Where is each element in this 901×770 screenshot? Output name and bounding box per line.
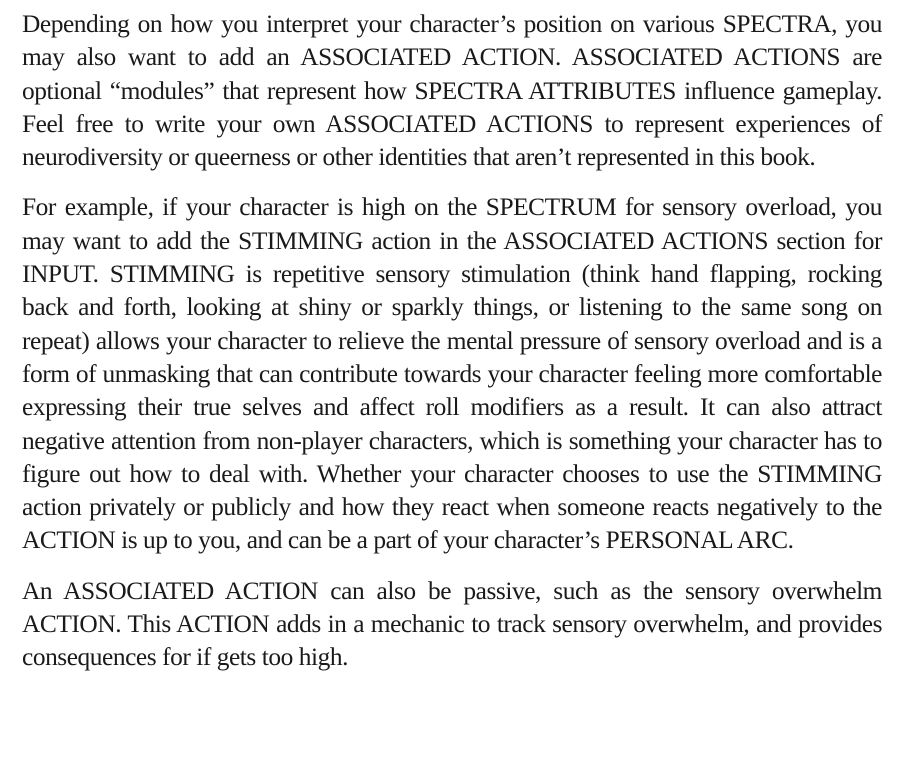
paragraph-stimming-example: For example, if your character is high on the SPECTRUM for sensory overload, you may want to add the STIMMING action in the ASSOCIATED ACTIONS section for INPUT. STIMMING is repetitive sensory stimulation (think hand flapping, rocking back and forth, looking at shiny or sparkly things, or listening to the same song on repeat) allows your character to relieve the mental pressure of sensory overload and is a form of unmasking that can contribute towards your character feeling more comfortable expressing their true selves and affect roll modifiers as a result. It can also attract negative attention from non-player characters, which is something your character has to figure out how to deal with. Whether your character chooses to use the STIMMING action privately or publicly and how they react when someone reacts negatively to the ACTION is up to you, and can be a part of your character’s PERSONAL ARC. xyxy=(22,193,882,555)
document-page xyxy=(22,8,882,692)
paragraph-associated-actions-intro: Depending on how you interpret your character’s position on various SPECTRA, you may also want to add an ASSOCIATED ACTION. ASSOCIATED ACTIONS are optional “modules” that represent how SPECTRA ATTRIBUTES influence gameplay. Feel free to write your own ASSOCIATED ACTIONS to represent experiences of neurodiversity or queerness or other identities that aren’t represented in this book. xyxy=(22,10,882,172)
paragraph-passive-action: An ASSOCIATED ACTION can also be passive, such as the sensory overwhelm ACTION. This ACTION adds in a mechanic to track sensory overwhelm, and provides consequences for if gets too high. xyxy=(22,576,882,672)
